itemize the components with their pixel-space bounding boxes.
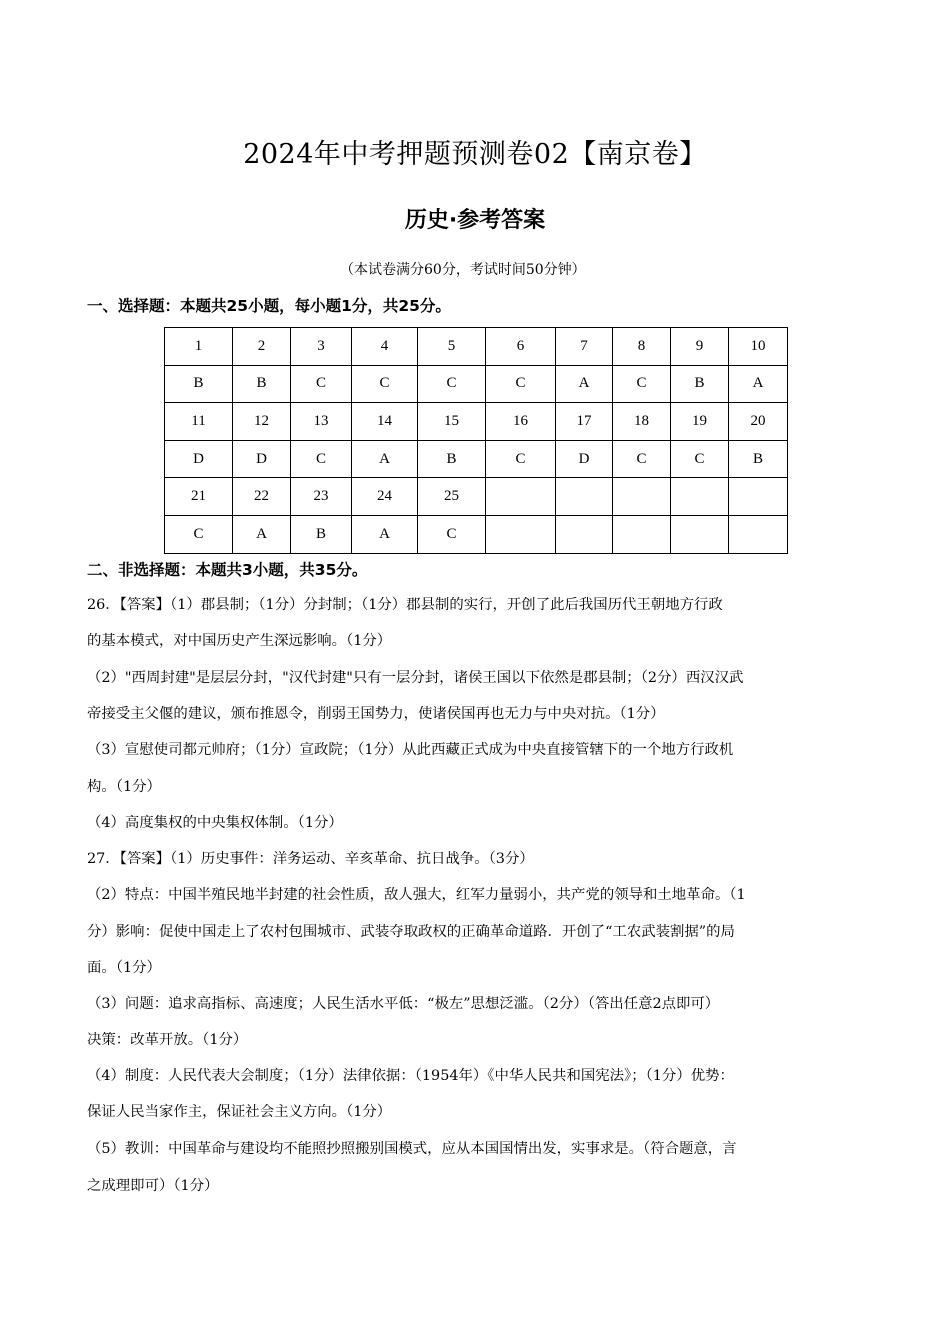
table-row: [165, 365, 788, 403]
table-cell: C: [418, 365, 486, 403]
table-row: [165, 440, 788, 478]
table-cell: 19: [671, 403, 729, 441]
table-cell: C: [486, 365, 556, 403]
table-cell: 25: [418, 478, 486, 516]
table-cell: D: [233, 440, 291, 478]
table-cell: C: [613, 440, 671, 478]
table-cell: [671, 515, 729, 553]
answer-line: （3）问题：追求高指标、高速度；人民生活水平低：“极左”思想泛滥。（2分）（答出任意2点即可）: [87, 996, 720, 1012]
answer-line: 构。（1分）: [87, 779, 161, 795]
table-cell: A: [352, 515, 418, 553]
table-cell: 15: [418, 403, 486, 441]
table-cell: [613, 478, 671, 516]
table-cell: 24: [352, 478, 418, 516]
table-cell: 12: [233, 403, 291, 441]
table-cell: 8: [613, 328, 671, 366]
table-cell: D: [556, 440, 613, 478]
table-cell: 16: [486, 403, 556, 441]
table-cell: 14: [352, 403, 418, 441]
table-cell: 10: [729, 328, 788, 366]
table-cell: B: [418, 440, 486, 478]
table-cell: 4: [352, 328, 418, 366]
table-cell: C: [486, 440, 556, 478]
table-cell: 17: [556, 403, 613, 441]
table-cell: 3: [291, 328, 352, 366]
answer-line: 分）影响：促使中国走上了农村包围城市、武装夺取政权的正确革命道路．开创了“工农武装割据”的局: [87, 924, 735, 940]
table-cell: [486, 478, 556, 516]
table-cell: 9: [671, 328, 729, 366]
section-heading-open-questions: 二、非选择题：本题共3小题，共35分。: [87, 561, 368, 579]
table-cell: 7: [556, 328, 613, 366]
answer-line: 保证人民当家作主，保证社会主义方向。（1分）: [87, 1104, 392, 1120]
document-title: 2024年中考押题预测卷02【南京卷】: [243, 139, 707, 170]
document-subtitle: 历史·参考答案: [404, 208, 546, 233]
table-cell: B: [165, 365, 233, 403]
table-cell: 21: [165, 478, 233, 516]
answer-line: 面。（1分）: [87, 960, 161, 976]
answer-line: （4）高度集权的中央集权体制。（1分）: [87, 815, 343, 831]
answer-line: 帝接受主父偃的建议，颁布推恩令，削弱王国势力，使诸侯国再也无力与中央对抗。（1分）: [87, 706, 665, 722]
table-row: [165, 328, 788, 366]
answer-line: 决策：改革开放。（1分）: [87, 1032, 248, 1048]
answer-line: （2）"西周封建"是层层分封，"汉代封建"只有一层分封，诸侯王国以下依然是郡县制；（2分）西汉汉武: [87, 670, 744, 686]
table-cell: 18: [613, 403, 671, 441]
answer-line: （2）特点：中国半殖民地半封建的社会性质，敌人强大，红军力量弱小，共产党的领导和土地革命。（1: [87, 887, 746, 903]
answer-line: 之成理即可）（1分）: [87, 1178, 219, 1194]
table-cell: [556, 478, 613, 516]
table-cell: C: [613, 365, 671, 403]
answer-table-body: [165, 328, 788, 554]
table-cell: A: [233, 515, 291, 553]
table-cell: 1: [165, 328, 233, 366]
answer-line: 26．【答案】（1）郡县制；（1分）分封制；（1分）郡县制的实行，开创了此后我国历代王朝地方行政: [87, 597, 723, 613]
table-cell: B: [291, 515, 352, 553]
table-cell: C: [291, 365, 352, 403]
answer-line: （3）宣慰使司都元帅府；（1分）宣政院；（1分）从此西藏正式成为中央直接管辖下的一个地方行政机: [87, 742, 734, 758]
table-cell: 22: [233, 478, 291, 516]
table-cell: 5: [418, 328, 486, 366]
table-cell: 6: [486, 328, 556, 366]
answer-table: [164, 327, 788, 554]
table-cell: B: [233, 365, 291, 403]
table-cell: [486, 515, 556, 553]
table-cell: C: [165, 515, 233, 553]
answer-line: 27．【答案】（1）历史事件：洋务运动、辛亥革命、抗日战争。（3分）: [87, 851, 534, 867]
exam-note: （本试卷满分60分，考试时间50分钟）: [340, 262, 586, 278]
table-row: [165, 403, 788, 441]
table-cell: [556, 515, 613, 553]
section-heading-multiple-choice: 一、选择题：本题共25小题，每小题1分，共25分。: [87, 297, 451, 315]
table-cell: C: [671, 440, 729, 478]
table-cell: C: [291, 440, 352, 478]
table-cell: 20: [729, 403, 788, 441]
table-cell: [671, 478, 729, 516]
answer-line: （4）制度：人民代表大会制度；（1分）法律依据：（1954年）《中华人民共和国宪法》；（1分）优势：: [87, 1068, 734, 1084]
table-cell: [729, 478, 788, 516]
table-cell: A: [556, 365, 613, 403]
answer-line: 的基本模式，对中国历史产生深远影响。（1分）: [87, 633, 392, 649]
table-cell: C: [418, 515, 486, 553]
table-cell: 23: [291, 478, 352, 516]
answer-line: （5）教训：中国革命与建设均不能照抄照搬别国模式，应从本国国情出发，实事求是。（符合题意，言: [87, 1141, 737, 1157]
table-cell: 11: [165, 403, 233, 441]
table-row: [165, 478, 788, 516]
table-cell: C: [352, 365, 418, 403]
table-cell: [729, 515, 788, 553]
table-cell: B: [671, 365, 729, 403]
table-cell: B: [729, 440, 788, 478]
table-row: [165, 515, 788, 553]
table-cell: A: [352, 440, 418, 478]
table-cell: [613, 515, 671, 553]
table-cell: 2: [233, 328, 291, 366]
table-cell: D: [165, 440, 233, 478]
table-cell: 13: [291, 403, 352, 441]
table-cell: A: [729, 365, 788, 403]
